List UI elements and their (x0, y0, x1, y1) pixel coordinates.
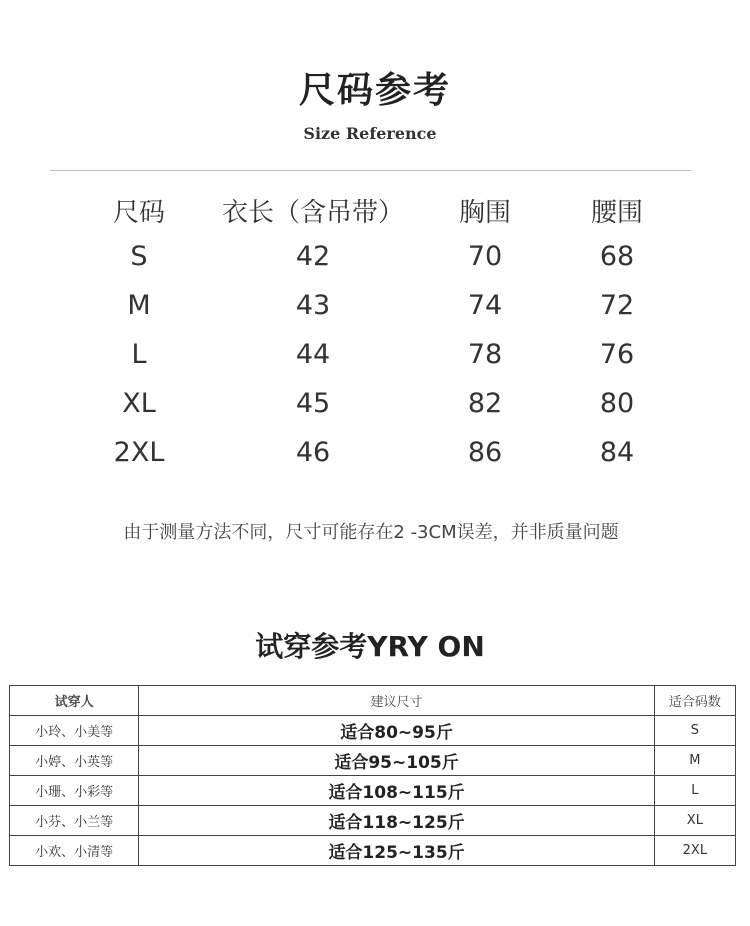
header-wearer: 试穿人 (10, 686, 139, 716)
fit-size: L (654, 776, 735, 806)
bust-value: 78 (467, 339, 503, 370)
wearer-names: 小欢、小清等 (10, 836, 139, 866)
measurement-note: 由于测量方法不同，尺寸可能存在2 -3CM误差，并非质量问题 (123, 522, 619, 543)
bust-value: 70 (467, 241, 503, 272)
wearer-names: 小婷、小英等 (10, 746, 139, 776)
try-on-table-header (10, 686, 736, 716)
waist-value: 76 (599, 339, 635, 370)
header-bust: 胸围 (458, 198, 512, 228)
table-row (10, 746, 736, 776)
weight-range: 适合95~105斤 (139, 746, 654, 776)
length-value: 46 (295, 437, 331, 468)
table-row (0, 339, 750, 388)
length-value: 45 (295, 388, 331, 419)
page-subtitle: Size Reference (303, 124, 437, 143)
wearer-names: 小芬、小兰等 (10, 806, 139, 836)
weight-range: 适合125~135斤 (139, 836, 654, 866)
bust-value: 86 (467, 437, 503, 468)
waist-value: 68 (599, 241, 635, 272)
page-title: 尺码参考 (298, 70, 451, 111)
fit-size: S (654, 716, 735, 746)
size-table-header (0, 192, 750, 241)
try-on-table (9, 685, 736, 866)
header-waist: 腰围 (590, 198, 644, 228)
fit-size: 2XL (654, 836, 735, 866)
size-label: 2XL (113, 437, 165, 468)
try-on-title: 试穿参考YRY ON (255, 630, 485, 663)
wearer-names: 小珊、小彩等 (10, 776, 139, 806)
header-suggested-size: 建议尺寸 (139, 686, 654, 716)
table-row (10, 716, 736, 746)
length-value: 42 (295, 241, 331, 272)
table-row (0, 290, 750, 339)
size-table (0, 192, 750, 486)
fit-size: XL (654, 806, 735, 836)
size-label: M (127, 290, 151, 321)
header-length: 衣长（含吊带） (221, 198, 405, 228)
waist-value: 80 (599, 388, 635, 419)
fit-size: M (654, 746, 735, 776)
wearer-names: 小玲、小美等 (10, 716, 139, 746)
weight-range: 适合108~115斤 (139, 776, 654, 806)
size-label: XL (122, 388, 156, 419)
size-label: S (130, 241, 148, 272)
weight-range: 适合80~95斤 (139, 716, 654, 746)
waist-value: 84 (599, 437, 635, 468)
waist-value: 72 (599, 290, 635, 321)
weight-range: 适合118~125斤 (139, 806, 654, 836)
table-row (10, 776, 736, 806)
size-label: L (131, 339, 147, 370)
table-row (0, 437, 750, 486)
bust-value: 82 (467, 388, 503, 419)
header-size: 尺码 (112, 198, 166, 228)
length-value: 44 (295, 339, 331, 370)
table-row (10, 806, 736, 836)
table-row (0, 241, 750, 290)
table-row (0, 388, 750, 437)
bust-value: 74 (467, 290, 503, 321)
header-fit-size: 适合码数 (654, 686, 735, 716)
divider (50, 170, 691, 171)
table-row (10, 836, 736, 866)
length-value: 43 (295, 290, 331, 321)
